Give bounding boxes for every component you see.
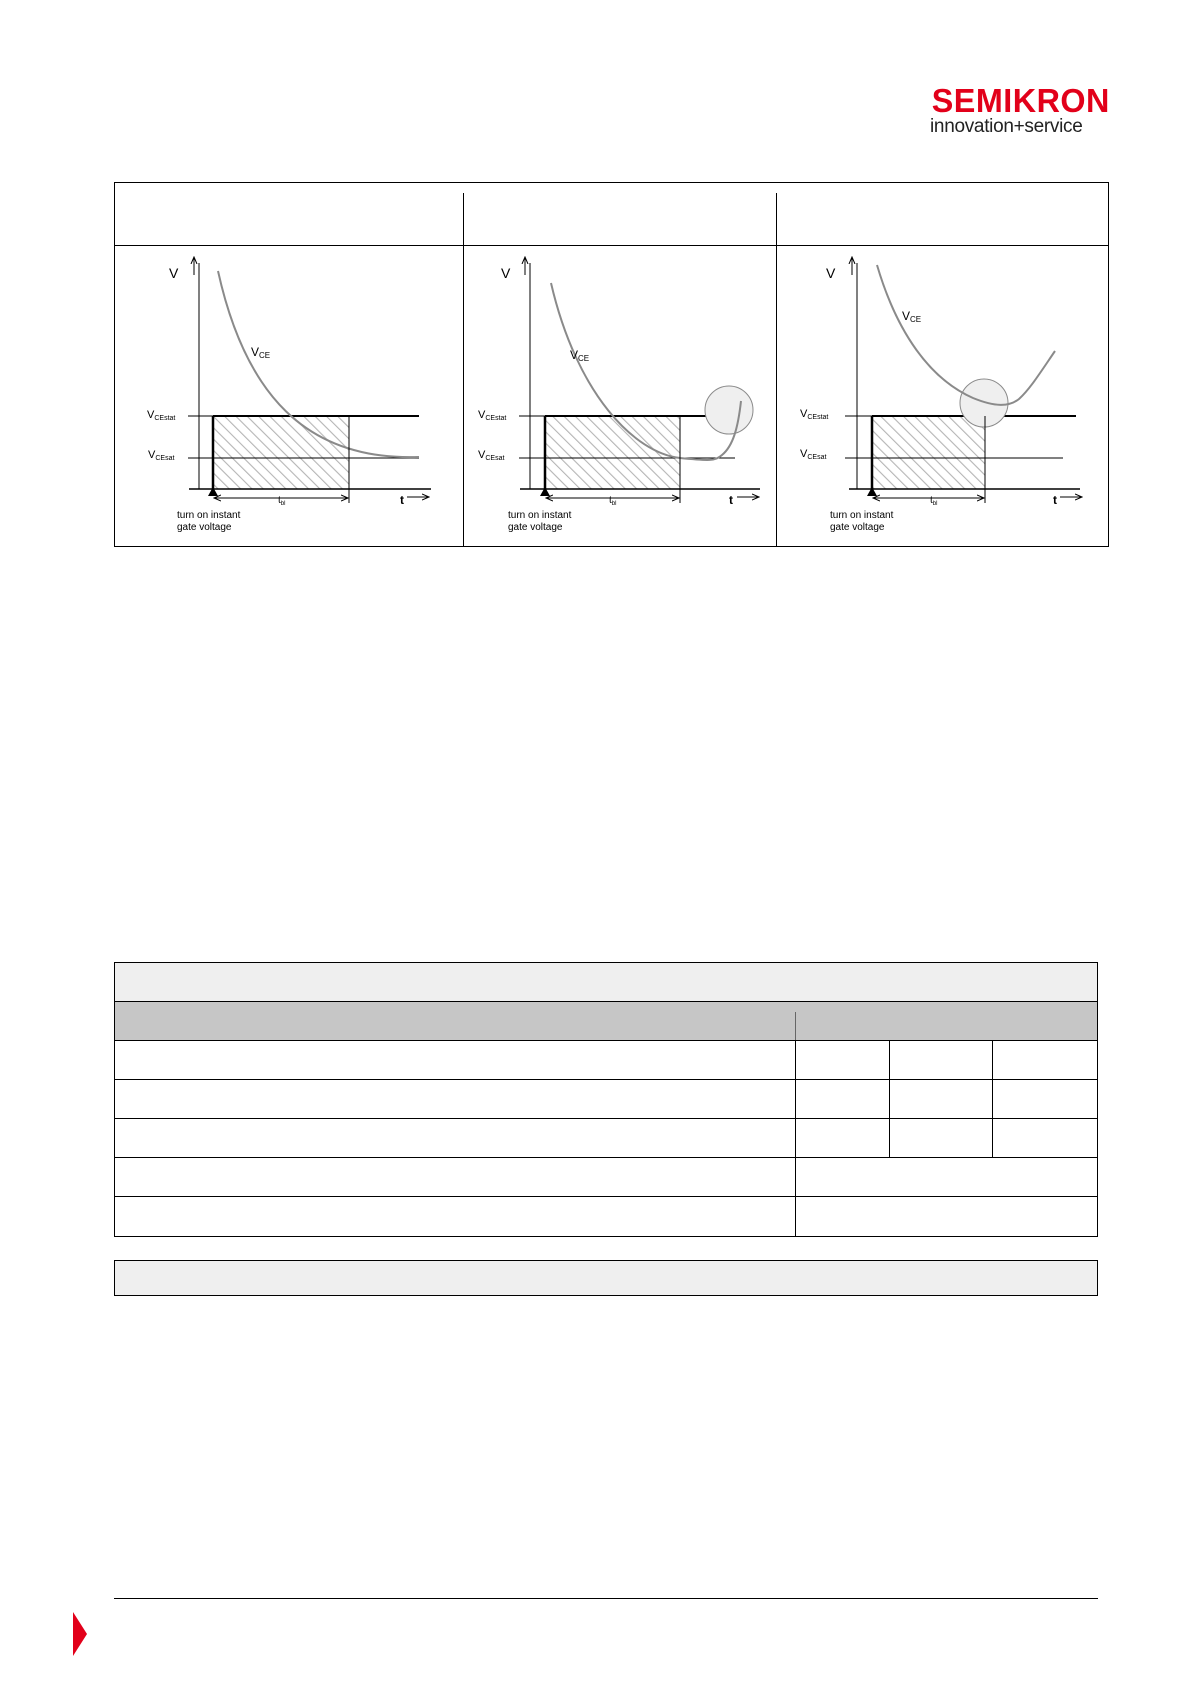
caption-line-1: turn on instant <box>830 510 894 521</box>
table-row <box>115 1080 1097 1119</box>
brand-tagline: innovation+service <box>930 116 1083 137</box>
caption-line-1: turn on instant <box>508 510 572 521</box>
vcestat-label: VCEstat <box>478 409 507 422</box>
table-title-row <box>115 963 1097 1002</box>
desaturation-highlight <box>960 379 1008 427</box>
t-axis-label: t <box>1053 493 1057 507</box>
t-axis-label: t <box>400 493 404 507</box>
tbl-label: $t_{bl}$ <box>278 495 286 507</box>
vcestat-label: VCEstat <box>147 409 176 422</box>
table-row <box>115 1119 1097 1158</box>
semikron-logo <box>930 82 1110 138</box>
caption-line-2: gate voltage <box>177 522 232 533</box>
footer-rule <box>114 1598 1098 1599</box>
table-row <box>115 1041 1097 1080</box>
diagram-3 <box>800 257 1082 533</box>
table-note-row <box>114 1260 1098 1296</box>
vce-curve <box>877 265 1055 405</box>
vcesat-label: VCEsat <box>478 449 505 462</box>
table-cell <box>889 1080 890 1118</box>
brand-name: SEMIKRON <box>931 82 1110 119</box>
footer-marker-icon <box>73 1612 87 1656</box>
header-divider <box>795 1012 796 1040</box>
table-cell <box>992 1080 993 1118</box>
v-axis-label: V <box>826 265 836 281</box>
tbl-label: $t_{bl}$ <box>930 495 938 507</box>
table-cell <box>795 1119 796 1157</box>
caption-line-1: turn on instant <box>177 510 241 521</box>
table-cell <box>795 1197 796 1236</box>
diagram-2 <box>478 257 760 533</box>
v-axis-label: V <box>501 265 511 281</box>
blanking-area <box>213 416 349 489</box>
parameter-table <box>114 962 1098 1237</box>
table-header-row <box>115 1002 1097 1041</box>
caption-line-2: gate voltage <box>830 522 885 533</box>
vcesat-label: VCEsat <box>800 448 827 461</box>
table-cell <box>795 1158 796 1196</box>
table-cell <box>795 1041 796 1079</box>
v-axis-label: V <box>169 265 179 281</box>
caption-line-2: gate voltage <box>508 522 563 533</box>
blanking-time-diagrams <box>115 183 1109 547</box>
table-cell <box>795 1080 796 1118</box>
table-cell <box>992 1041 993 1079</box>
t-axis-label: t <box>729 493 733 507</box>
vce-label: VCE <box>902 309 922 324</box>
vce-label: VCE <box>570 348 590 363</box>
vcesat-label: VCEsat <box>148 449 175 462</box>
tbl-label: $t_{bl}$ <box>609 495 617 507</box>
table-row <box>115 1197 1097 1236</box>
table-cell <box>889 1041 890 1079</box>
desaturation-highlight <box>705 386 753 434</box>
diagram-1 <box>147 257 431 533</box>
table-cell <box>889 1119 890 1157</box>
table-row <box>115 1158 1097 1197</box>
vce-label: VCE <box>251 345 271 360</box>
vcestat-label: VCEstat <box>800 408 829 421</box>
blanking-area <box>872 416 985 489</box>
table-cell <box>992 1119 993 1157</box>
blanking-time-figure-table <box>114 182 1109 547</box>
